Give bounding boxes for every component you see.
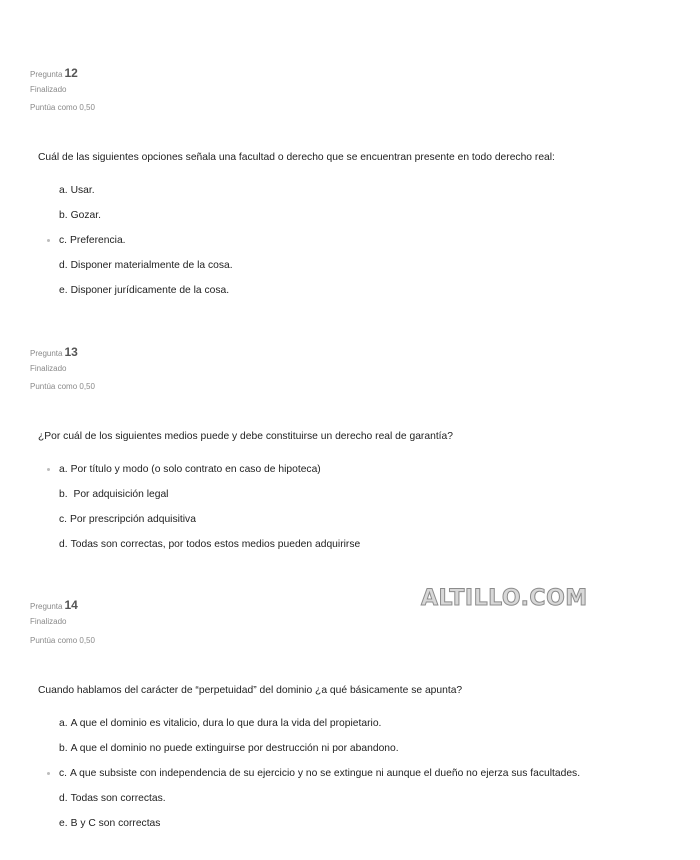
option-text: Disponer materialmente de la cosa.: [70, 260, 233, 271]
question-header: [30, 598, 78, 612]
answer-option-e: [59, 818, 160, 829]
option-text: Todas son correctas.: [70, 793, 166, 804]
question-status: Finalizado: [30, 85, 67, 94]
option-text: A que el dominio no puede extinguirse por destrucción ni por abandono.: [70, 743, 399, 754]
answer-option-a: [59, 185, 95, 196]
option-text: Preferencia.: [70, 235, 126, 246]
option-letter: c.: [59, 514, 68, 525]
question-score: Puntúa como 0,50: [30, 636, 95, 645]
option-letter: b.: [59, 210, 68, 221]
option-letter: a.: [59, 464, 68, 475]
answer-option-b: [59, 743, 399, 754]
answer-option-d: [59, 539, 360, 550]
selected-bullet-icon: [47, 468, 50, 471]
question-label: Pregunta: [30, 349, 63, 358]
answer-option-d: [59, 260, 233, 271]
answer-option-b: [59, 210, 101, 221]
question-score: Puntúa como 0,50: [30, 103, 95, 112]
answer-option-a: [59, 718, 381, 729]
question-number: 12: [64, 66, 78, 80]
option-text: Gozar.: [70, 210, 101, 221]
answer-option-c-selected: [59, 768, 580, 779]
answer-option-e: [59, 285, 229, 296]
option-letter: b.: [59, 489, 68, 500]
option-text: B y C son correctas: [70, 818, 161, 829]
question-score: Puntúa como 0,50: [30, 382, 95, 391]
answer-option-b: [59, 489, 168, 500]
question-label: Pregunta: [30, 70, 63, 79]
question-header: [30, 345, 78, 359]
option-letter: a.: [59, 718, 68, 729]
question-label: Pregunta: [30, 602, 63, 611]
option-letter: a.: [59, 185, 68, 196]
selected-bullet-icon: [47, 239, 50, 242]
option-text: Por título y modo (o solo contrato en caso de hipoteca): [70, 464, 321, 475]
option-text: Por prescripción adquisitiva: [70, 514, 196, 525]
option-text: Por adquisición legal: [70, 489, 169, 500]
question-status: Finalizado: [30, 617, 67, 626]
question-text: Cuál de las siguientes opciones señala una facultad o derecho que se encuentran presente en todo derecho real:: [38, 152, 555, 163]
question-text: Cuando hablamos del carácter de “perpetuidad” del dominio ¿a qué básicamente se apunta?: [38, 685, 463, 696]
question-number: 14: [64, 598, 78, 612]
option-letter: d.: [59, 539, 68, 550]
option-text: A que subsiste con independencia de su ejercicio y no se extingue ni aunque el dueño no ejerza sus facultades.: [70, 768, 581, 779]
option-letter: b.: [59, 743, 68, 754]
altillo-watermark: ALTILLO.COM: [421, 586, 588, 611]
option-text: A que el dominio es vitalicio, dura lo que dura la vida del propietario.: [70, 718, 382, 729]
answer-option-c: [59, 514, 196, 525]
selected-bullet-icon: [47, 772, 50, 775]
option-letter: e.: [59, 285, 68, 296]
answer-option-c-selected: [59, 235, 126, 246]
question-header: [30, 66, 78, 80]
option-letter: e.: [59, 818, 68, 829]
option-text: Disponer jurídicamente de la cosa.: [70, 285, 230, 296]
question-number: 13: [64, 345, 78, 359]
option-letter: c.: [59, 235, 68, 246]
option-letter: d.: [59, 793, 68, 804]
option-letter: d.: [59, 260, 68, 271]
option-text: Usar.: [70, 185, 95, 196]
option-letter: c.: [59, 768, 68, 779]
answer-option-a-selected: [59, 464, 321, 475]
question-status: Finalizado: [30, 364, 67, 373]
question-text: ¿Por cuál de los siguientes medios puede y debe constituirse un derecho real de garantía?: [38, 431, 453, 442]
option-text: Todas son correctas, por todos estos medios pueden adquirirse: [70, 539, 361, 550]
answer-option-d: [59, 793, 166, 804]
